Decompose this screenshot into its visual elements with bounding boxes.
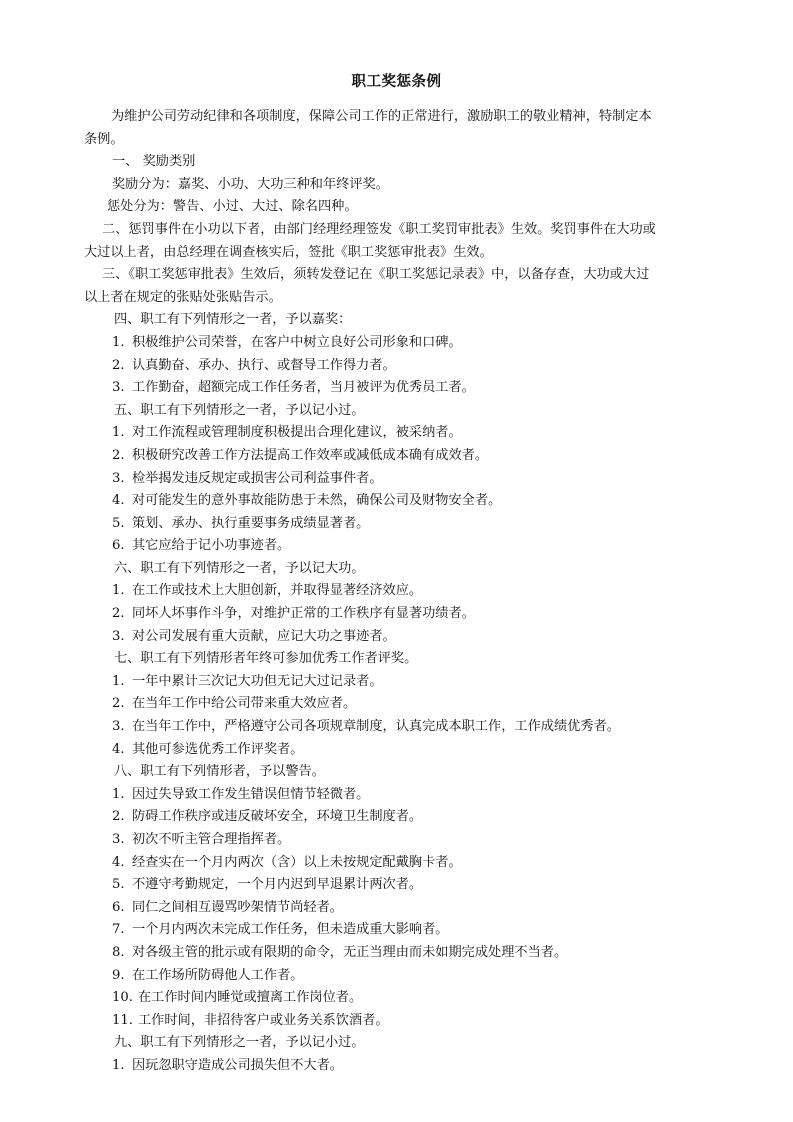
list-item-number: 3. [112,719,125,735]
section-3-line: 三、《职工奖惩审批表》生效后，须转发登记在《职工奖惩记录表》中，以备存查，大功或大过 [102,267,650,283]
list-item-text: 其他可参选优秀工作评奖者。 [132,741,304,757]
list-item-text: 初次不听主管合理指挥者。 [132,832,291,847]
list-item-text: 一年中累计三次记大功但无记大过记录者。 [132,673,383,689]
list-item-text: 其它应给于记小功事迹者。 [132,538,291,554]
list-item [84,513,714,536]
section-7-heading: 七、职工有下列情形者年终可参加优秀工作者评奖。 [114,651,418,667]
list-item-number: 5. [112,515,125,531]
section-2-line: 二、惩罚事件在小功以下者，由部门经理经理签发《职工奖罚审批表》生效。奖罚事件在大功或 [102,221,656,237]
list-item-number: 2. [112,606,125,622]
list-item [84,806,714,829]
list-item [84,1010,714,1033]
list-item [84,535,714,558]
list-item-number: 10. [112,990,133,1006]
section-9-list [84,1055,714,1078]
section-6-heading: 六、职工有下列情形之一者，予以记大功。 [114,560,365,576]
intro-paragraph-line: 为维护公司劳动纪律和各项制度，保障公司工作的正常进行，激励职工的敬业精神，特制定本 [111,109,652,124]
list-item-number: 1. [112,1057,125,1073]
list-item-text: 认真勤奋、承办、执行、或督导工作得力者。 [132,357,396,373]
list-item [84,987,714,1010]
section-5-heading: 五、职工有下列情形之一者，予以记小过。 [114,402,365,418]
section-4-list [84,332,714,400]
list-item-number: 1. [112,786,125,802]
list-item-text: 在工作场所防碍他人工作者。 [132,967,304,983]
list-item [84,829,714,852]
list-item-text: 在当年工作中给公司带来重大效应者。 [132,696,357,712]
list-item-number: 3. [112,470,125,486]
list-item-number: 2. [112,447,125,463]
list-item-text: 策划、承办、执行重要事务成绩显著者。 [132,515,370,531]
list-item-number: 4. [112,854,125,870]
list-item [84,445,714,468]
reward-types-text: 奖励分为：嘉奖、小功、大功三种和年终评奖。 [112,176,389,192]
list-item-number: 1. [112,673,125,689]
list-item-text: 一个月内两次未完成工作任务，但未造成重大影响者。 [132,922,449,938]
list-item-number: 4. [112,493,125,509]
list-item-number: 8. [112,944,125,960]
list-item [84,784,714,807]
list-item-number: 3. [112,380,125,396]
section-6-list [84,580,714,648]
section-8-list [84,784,714,987]
list-item-text: 检举揭发违反规定或损害公司利益事件者。 [132,470,383,486]
list-item-text: 工作勤奋，超额完成工作任务者，当月被评为优秀员工者。 [132,380,475,396]
list-item-number: 6. [112,899,125,915]
list-item [84,965,714,988]
list-item-text: 积极维护公司荣誉，在客户中树立良好公司形象和口碑。 [132,334,462,350]
document-body [84,106,714,1078]
list-item [84,626,714,649]
list-item [84,874,714,897]
list-item-number: 2. [112,809,125,825]
list-item [84,739,714,762]
list-item-number: 4. [112,741,125,757]
list-item-number: 3. [112,832,125,847]
list-item [84,1055,714,1078]
list-item-number: 6. [112,538,125,554]
section-3-line: 以上者在规定的张贴处张贴告示。 [84,289,282,305]
section-9-heading: 九、职工有下列情形之一者，予以记小过。 [114,1035,365,1051]
list-item-number: 2. [112,696,125,712]
list-item-text: 防碍工作秩序或违反破坏安全，环境卫生制度者。 [132,809,423,825]
list-item-text: 因过失导致工作发生错误但情节轻微者。 [132,786,370,802]
list-item-number: 11. [112,1012,133,1028]
section-2-line: 大过以上者，由总经理在调查核实后，签批《职工奖惩审批表》生效。 [84,244,493,260]
list-item [84,671,714,694]
punishment-types-text: 惩处分为：警告、小过、大过、除名四种。 [107,199,358,215]
list-item-text: 对可能发生的意外事故能防患于未然，确保公司及财物安全者。 [132,493,502,509]
list-item-number: 1. [112,334,125,350]
section-5-list [84,422,714,558]
list-item [84,897,714,920]
section-7-list [84,671,714,761]
list-item-text: 对各级主管的批示或有限期的命令，无正当理由而未如期完成处理不当者。 [132,944,568,960]
section-4-heading: 四、职工有下列情形之一者，予以嘉奖： [114,312,352,328]
list-item-text: 经查实在一个月内两次（含）以上未按规定配戴胸卡者。 [132,854,462,870]
list-item-number: 5. [112,877,125,893]
list-item-text: 同坏人坏事作斗争，对维护正常的工作秩序有显著功绩者。 [132,606,475,622]
list-item [84,942,714,965]
list-item [84,490,714,513]
list-item-number: 1. [112,425,125,441]
list-item [84,580,714,603]
list-item-text: 工作时间，非招待客户或业务关系饮酒者。 [138,1012,389,1028]
list-item-text: 积极研究改善工作方法提高工作效率或减低成本确有成效者。 [132,447,489,463]
list-item-text: 在工作时间内睡觉或擅离工作岗位者。 [138,990,363,1006]
intro-paragraph-line: 条例。 [84,131,124,147]
list-item-number: 7. [112,922,125,938]
list-item-number: 9. [112,967,125,983]
list-item [84,603,714,626]
list-item-text: 同仁之间相互谩骂吵架情节尚轻者。 [132,899,343,915]
list-item [84,332,714,355]
section-8-list-continued [84,987,714,1032]
list-item [84,355,714,378]
list-item-number: 1. [112,583,125,599]
list-item-text: 在工作或技术上大胆创新，并取得显著经济效应。 [132,583,423,599]
list-item [84,468,714,491]
list-item-text: 因玩忽职守造成公司损失但不大者。 [132,1057,343,1073]
section-1-heading: 一、 奖励类别 [112,154,196,170]
list-item-text: 对工作流程或管理制度积极提出合理化建议，被采纳者。 [132,425,462,441]
list-item-text: 对公司发展有重大贡献，应记大功之事迹者。 [132,628,396,644]
list-item [84,716,714,739]
list-item [84,422,714,445]
list-item [84,919,714,942]
document-title: 职工奖惩条例 [351,74,442,90]
list-item-text: 在当年工作中，严格遵守公司各项规章制度，认真完成本职工作，工作成绩优秀者。 [132,719,620,735]
list-item-number: 3. [112,628,125,644]
list-item [84,693,714,716]
list-item-text: 不遵守考勤规定，一个月内迟到早退累计两次者。 [132,877,423,893]
list-item [84,377,714,400]
list-item [84,852,714,875]
section-8-heading: 八、职工有下列情形者，予以警告。 [114,764,325,780]
list-item-number: 2. [112,357,125,373]
